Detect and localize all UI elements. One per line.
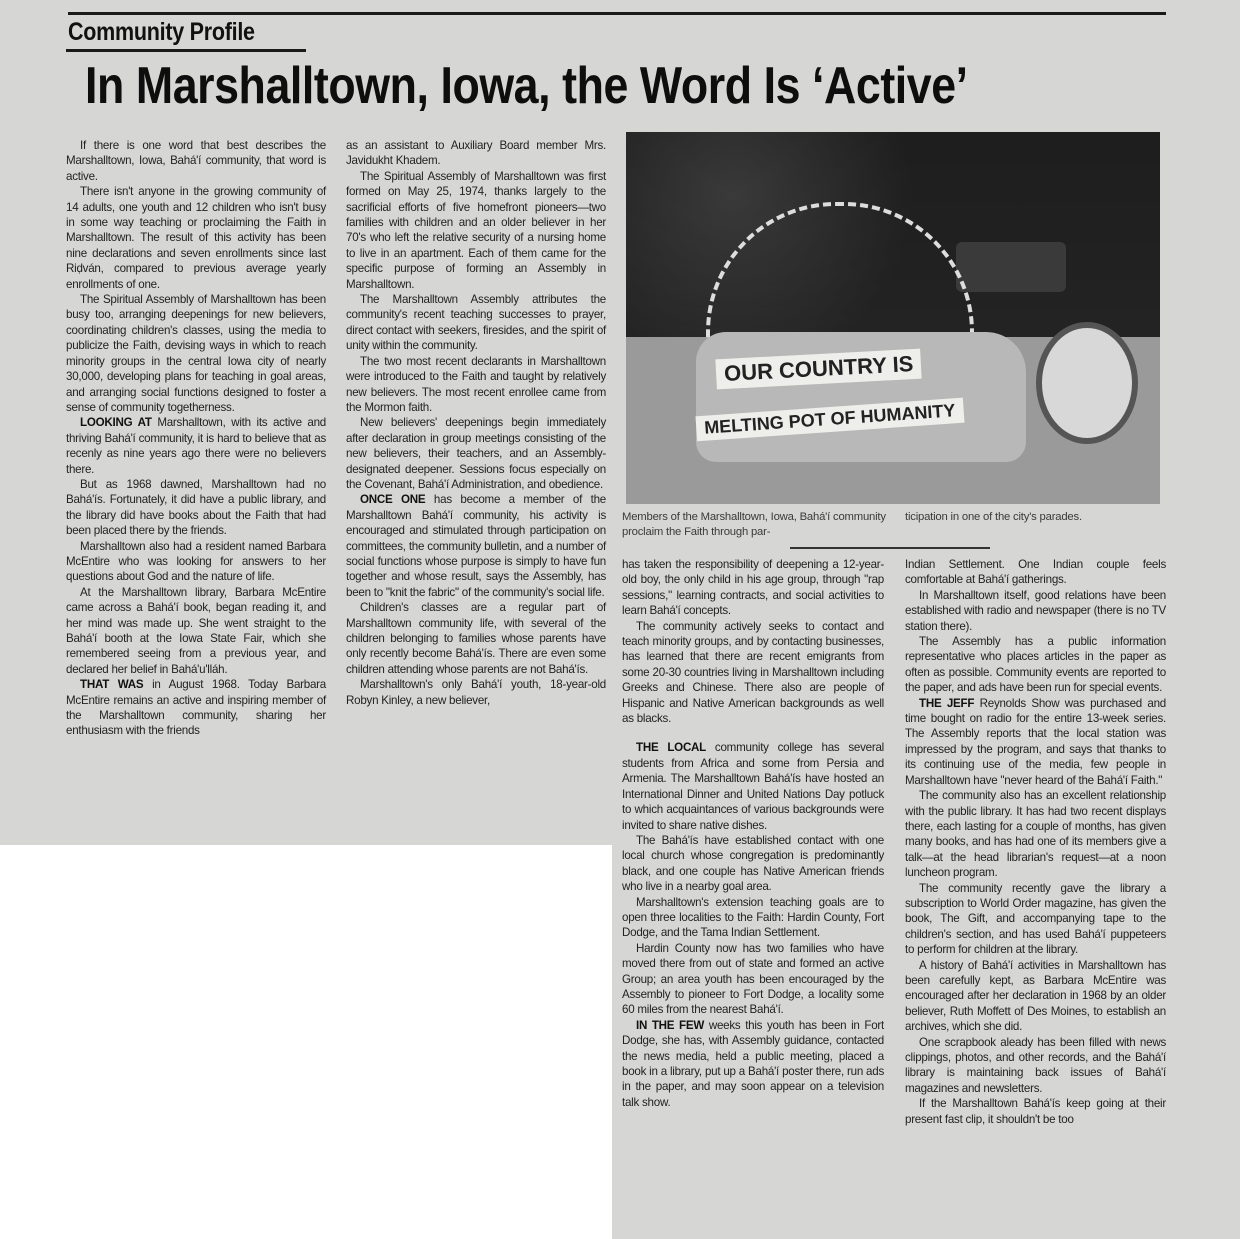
paragraph-text: In Marshalltown itself, good relations have been established with radio and newspaper (there is no TV station there). bbox=[905, 588, 1166, 633]
article-paragraph bbox=[346, 492, 606, 600]
paragraph-text: The two most recent declarants in Marshalltown were introduced to the Faith and taught by relatively new believers. The most recent enrollee came from the Mormon faith. bbox=[346, 354, 606, 414]
photo-caption-left: Members of the Marshalltown, Iowa, Bahá'í community proclaim the Faith through par- bbox=[622, 511, 886, 538]
photo-caption-right: ticipation in one of the city's parades. bbox=[905, 511, 1082, 523]
kicker-underline bbox=[66, 49, 306, 52]
paragraph-text: If the Marshalltown Bahá'ís keep going at their present fast clip, it shouldn't be too bbox=[905, 1097, 1166, 1126]
paragraph-text: has become a member of the Marshalltown Bahá'í community, his activity is encouraged and stimulated through participation on committees, the community bulletin, and a number of social functions whose purpose is simply to have fun together and whose result, says the Assembly, has been to "knit the fabric" of the community's social life. bbox=[346, 493, 606, 599]
paragraph-text: Marshalltown, with its active and thriving Bahá'í community, it is hard to believe that as recenly as nine years ago there were no believers there. bbox=[66, 416, 326, 476]
article-paragraph bbox=[346, 677, 606, 708]
photo-float-wheel bbox=[1036, 322, 1138, 444]
article-paragraph bbox=[622, 941, 884, 1018]
article-column-3 bbox=[622, 557, 884, 1110]
article-paragraph bbox=[905, 881, 1166, 958]
article-paragraph bbox=[905, 1035, 1166, 1097]
article-paragraph bbox=[622, 557, 884, 619]
paragraph-text: as an assistant to Auxiliary Board member Mrs. Javidukht Khadem. bbox=[346, 139, 606, 168]
article-paragraph bbox=[905, 1096, 1166, 1127]
paragraph-lead-in: THAT WAS bbox=[80, 678, 144, 692]
paragraph-text: One scrapbook aleady has been filled with news clippings, photos, and other records, and the Bahá'í library is maintaining back issues of Bahá'í magazines and newsletters. bbox=[905, 1035, 1166, 1095]
article-column-1 bbox=[66, 138, 326, 739]
paragraph-text: The community actively seeks to contact and teach minority groups, and by contacting businesses, has learned that there are recent emigrants from some 20-30 countries living in Marshalltown including Greeks and Chinese. There also are people of Hispanic and Native American backgrounds as well as blacks. bbox=[622, 619, 884, 726]
article-paragraph bbox=[622, 1018, 884, 1110]
article-paragraph bbox=[905, 788, 1166, 880]
paragraph-text: Indian Settlement. One Indian couple feels comfortable at Bahá'í gatherings. bbox=[905, 558, 1166, 587]
article-paragraph bbox=[905, 958, 1166, 1035]
paragraph-text: Marshalltown's extension teaching goals are to open three localities to the Faith: Hardin County, Fort Dodge, and the Tama Indian Settlement. bbox=[622, 895, 884, 940]
paragraph-text: The community also has an excellent relationship with the public library. It has had two recent displays there, each lasting for a couple of months, has given many books, and has had one of its members give a talk—at the head librarian's request—at a noon luncheon program. bbox=[905, 789, 1166, 880]
paragraph-text: Children's classes are a regular part of Marshalltown community life, with several of the children belonging to families whose parents have only recently become Bahá'ís. There are even some children attending whose parents are not Bahá'ís. bbox=[346, 601, 606, 676]
article-paragraph bbox=[66, 415, 326, 477]
article-paragraph bbox=[622, 740, 884, 832]
article-paragraph bbox=[905, 557, 1166, 588]
paragraph-text: in August 1968. Today Barbara McEntire remains an active and inspiring member of the Marshalltown community, sharing her enthusiasm with the friends bbox=[66, 678, 326, 738]
article-paragraph bbox=[66, 539, 326, 585]
paragraph-text: There isn't anyone in the growing community of 14 adults, one youth and 12 children who isn't busy in some way teaching or proclaiming the Faith in Marshalltown. The result of this activity has been nine declarations and seven enrollments since last Riḍván, compared to previous average yearly enrollments of one. bbox=[66, 185, 326, 291]
article-paragraph bbox=[346, 354, 606, 416]
article-paragraph bbox=[66, 585, 326, 677]
article-paragraph bbox=[346, 138, 606, 169]
article-paragraph bbox=[66, 138, 326, 184]
paragraph-text: If there is one word that best describes the Marshalltown, Iowa, Bahá'í community, that word is active. bbox=[66, 139, 326, 183]
article-paragraph bbox=[905, 634, 1166, 696]
photo-banner-top: OUR COUNTRY IS bbox=[715, 349, 922, 390]
paragraph-text: Marshalltown also had a resident named Barbara McEntire who was looking for answers to her questions about God and the nature of life. bbox=[66, 539, 326, 584]
paragraph-text: Reynolds Show was purchased and time bought on radio for the entire 13-week series. The Assembly reports that the local station was impressed by the program, and says that thanks to its continuing use of the media, few people in Marshalltown have "never heard of the Bahá'í Faith." bbox=[905, 696, 1166, 787]
article-paragraph bbox=[622, 619, 884, 727]
paragraph-text: community college has several students from Africa and some from Persia and Armenia. The Marshalltown Bahá'ís have hosted an International Dinner and United Nations Day potluck to which acquaintances of various backgrounds were invited to share native dishes. bbox=[622, 741, 884, 832]
paragraph-text: At the Marshalltown library, Barbara McEntire came across a Bahá'í book, began reading it, and her mind was made up. She went straight to the Bahá'í booth at the Iowa State Fair, which she remembered seeing from a previous year, and declared her belief in Bahá'u'lláh. bbox=[66, 585, 326, 676]
paragraph-text: The Spiritual Assembly of Marshalltown was first formed on May 25, 1974, thanks largely to the sacrificial efforts of five homefront pioneers—two families with children and an older believer in her 70's who left the relative security of a nursing home to live in an apartment. Each of them came for the specific purpose of forming an Assembly in Marshalltown. bbox=[346, 169, 606, 291]
article-paragraph bbox=[346, 415, 606, 492]
paragraph-text: But as 1968 dawned, Marshalltown had no Bahá'ís. Fortunately, it did have a public library, and the library did have books about the Faith that had been placed there by the friends. bbox=[66, 477, 326, 538]
article-paragraph bbox=[905, 588, 1166, 634]
article-paragraph bbox=[622, 895, 884, 941]
caption-rule bbox=[790, 547, 990, 549]
paragraph-lead-in: LOOKING AT bbox=[80, 416, 152, 430]
article-paragraph bbox=[66, 477, 326, 539]
paragraph-text: The community recently gave the library a subscription to World Order magazine, has given the book, The Gift, and accompanying tape to the children's section, and has used Bahá'í puppeteers to perform for children at the library. bbox=[905, 881, 1166, 957]
article-paragraph bbox=[346, 292, 606, 354]
article-paragraph bbox=[622, 833, 884, 895]
article-paragraph bbox=[346, 169, 606, 292]
article-column-4 bbox=[905, 557, 1166, 1127]
paragraph-text: Marshalltown's only Bahá'í youth, 18-year-old Robyn Kinley, a new believer, bbox=[346, 678, 606, 707]
top-rule bbox=[68, 12, 1166, 15]
article-column-2 bbox=[346, 138, 606, 708]
paragraph-lead-in: IN THE FEW bbox=[636, 1018, 705, 1032]
paragraph-text: The Assembly has a public information representative who places articles in the paper as often as possible. Community events are reported to the paper, and ads have been run for special events. bbox=[905, 635, 1166, 695]
paragraph-text: weeks this youth has been in Fort Dodge, she has, with Assembly guidance, contacted the news media, held a public meeting, placed a book in a library, put up a Bahá'í poster there, run ads in the paper, and may soon appear on a television talk show. bbox=[622, 1018, 885, 1109]
paragraph-text: The Spiritual Assembly of Marshalltown has been busy too, arranging deepenings for new believers, coordinating children's classes, using the media to publicize the Faith, devising ways in which to reach minority groups in the central Iowa city of nearly 30,000, developing plans for teaching in goal areas, and arranging social functions designed to foster a sense of community togetherness. bbox=[66, 293, 326, 414]
article-paragraph bbox=[905, 696, 1166, 788]
photo-banner-bottom: MELTING POT OF HUMANITY bbox=[695, 398, 964, 442]
paragraph-text: The Marshalltown Assembly attributes the community's recent teaching successes to prayer, direct contact with seekers, firesides, and the spirit of unity within the community. bbox=[346, 293, 606, 353]
paragraph-text: The Bahá'ís have established contact with one local church whose congregation is predominantly black, and one couple has Native American friends who live in a nearby goal area. bbox=[622, 833, 884, 894]
paragraph-text: A history of Bahá'í activities in Marshalltown has been carefully kept, as Barbara McEntire was encouraged after her declaration in 1968 by an older believer, Ruth Moffett of Des Moines, to establish an archives, which she did. bbox=[905, 958, 1166, 1034]
paragraph-text: has taken the responsibility of deepening a 12-year-old boy, the only child in his age group, through "rap sessions," learning contracts, and social activities to learn Bahá'í concepts. bbox=[622, 558, 884, 618]
article-paragraph bbox=[66, 677, 326, 739]
paragraph-lead-in: ONCE ONE bbox=[360, 493, 426, 507]
parade-photo bbox=[626, 132, 1160, 504]
article-paragraph bbox=[66, 292, 326, 415]
paragraph-text: Hardin County now has two families who have moved there from out of state and formed an active Group; an area youth has been encouraged by the Assembly to pioneer to Fort Dodge, a locality some 60 miles from the nearest Bahá'í. bbox=[622, 941, 884, 1017]
headline: In Marshalltown, Iowa, the Word Is ‘Active’ bbox=[85, 57, 968, 115]
paragraph-lead-in: THE JEFF bbox=[919, 696, 975, 710]
section-kicker: Community Profile bbox=[68, 18, 255, 46]
article-paragraph bbox=[66, 184, 326, 292]
paragraph-lead-in: THE LOCAL bbox=[636, 741, 707, 755]
paragraph-text: New believers' deepenings begin immediately after declaration in group meetings consisting of the new believers, their teachers, and an Assembly-designated deepener. Sessions focus especially on the Covenant, Bahá'í Administration, and obedience. bbox=[346, 416, 606, 491]
article-paragraph bbox=[346, 600, 606, 677]
photo-truck bbox=[956, 242, 1066, 292]
